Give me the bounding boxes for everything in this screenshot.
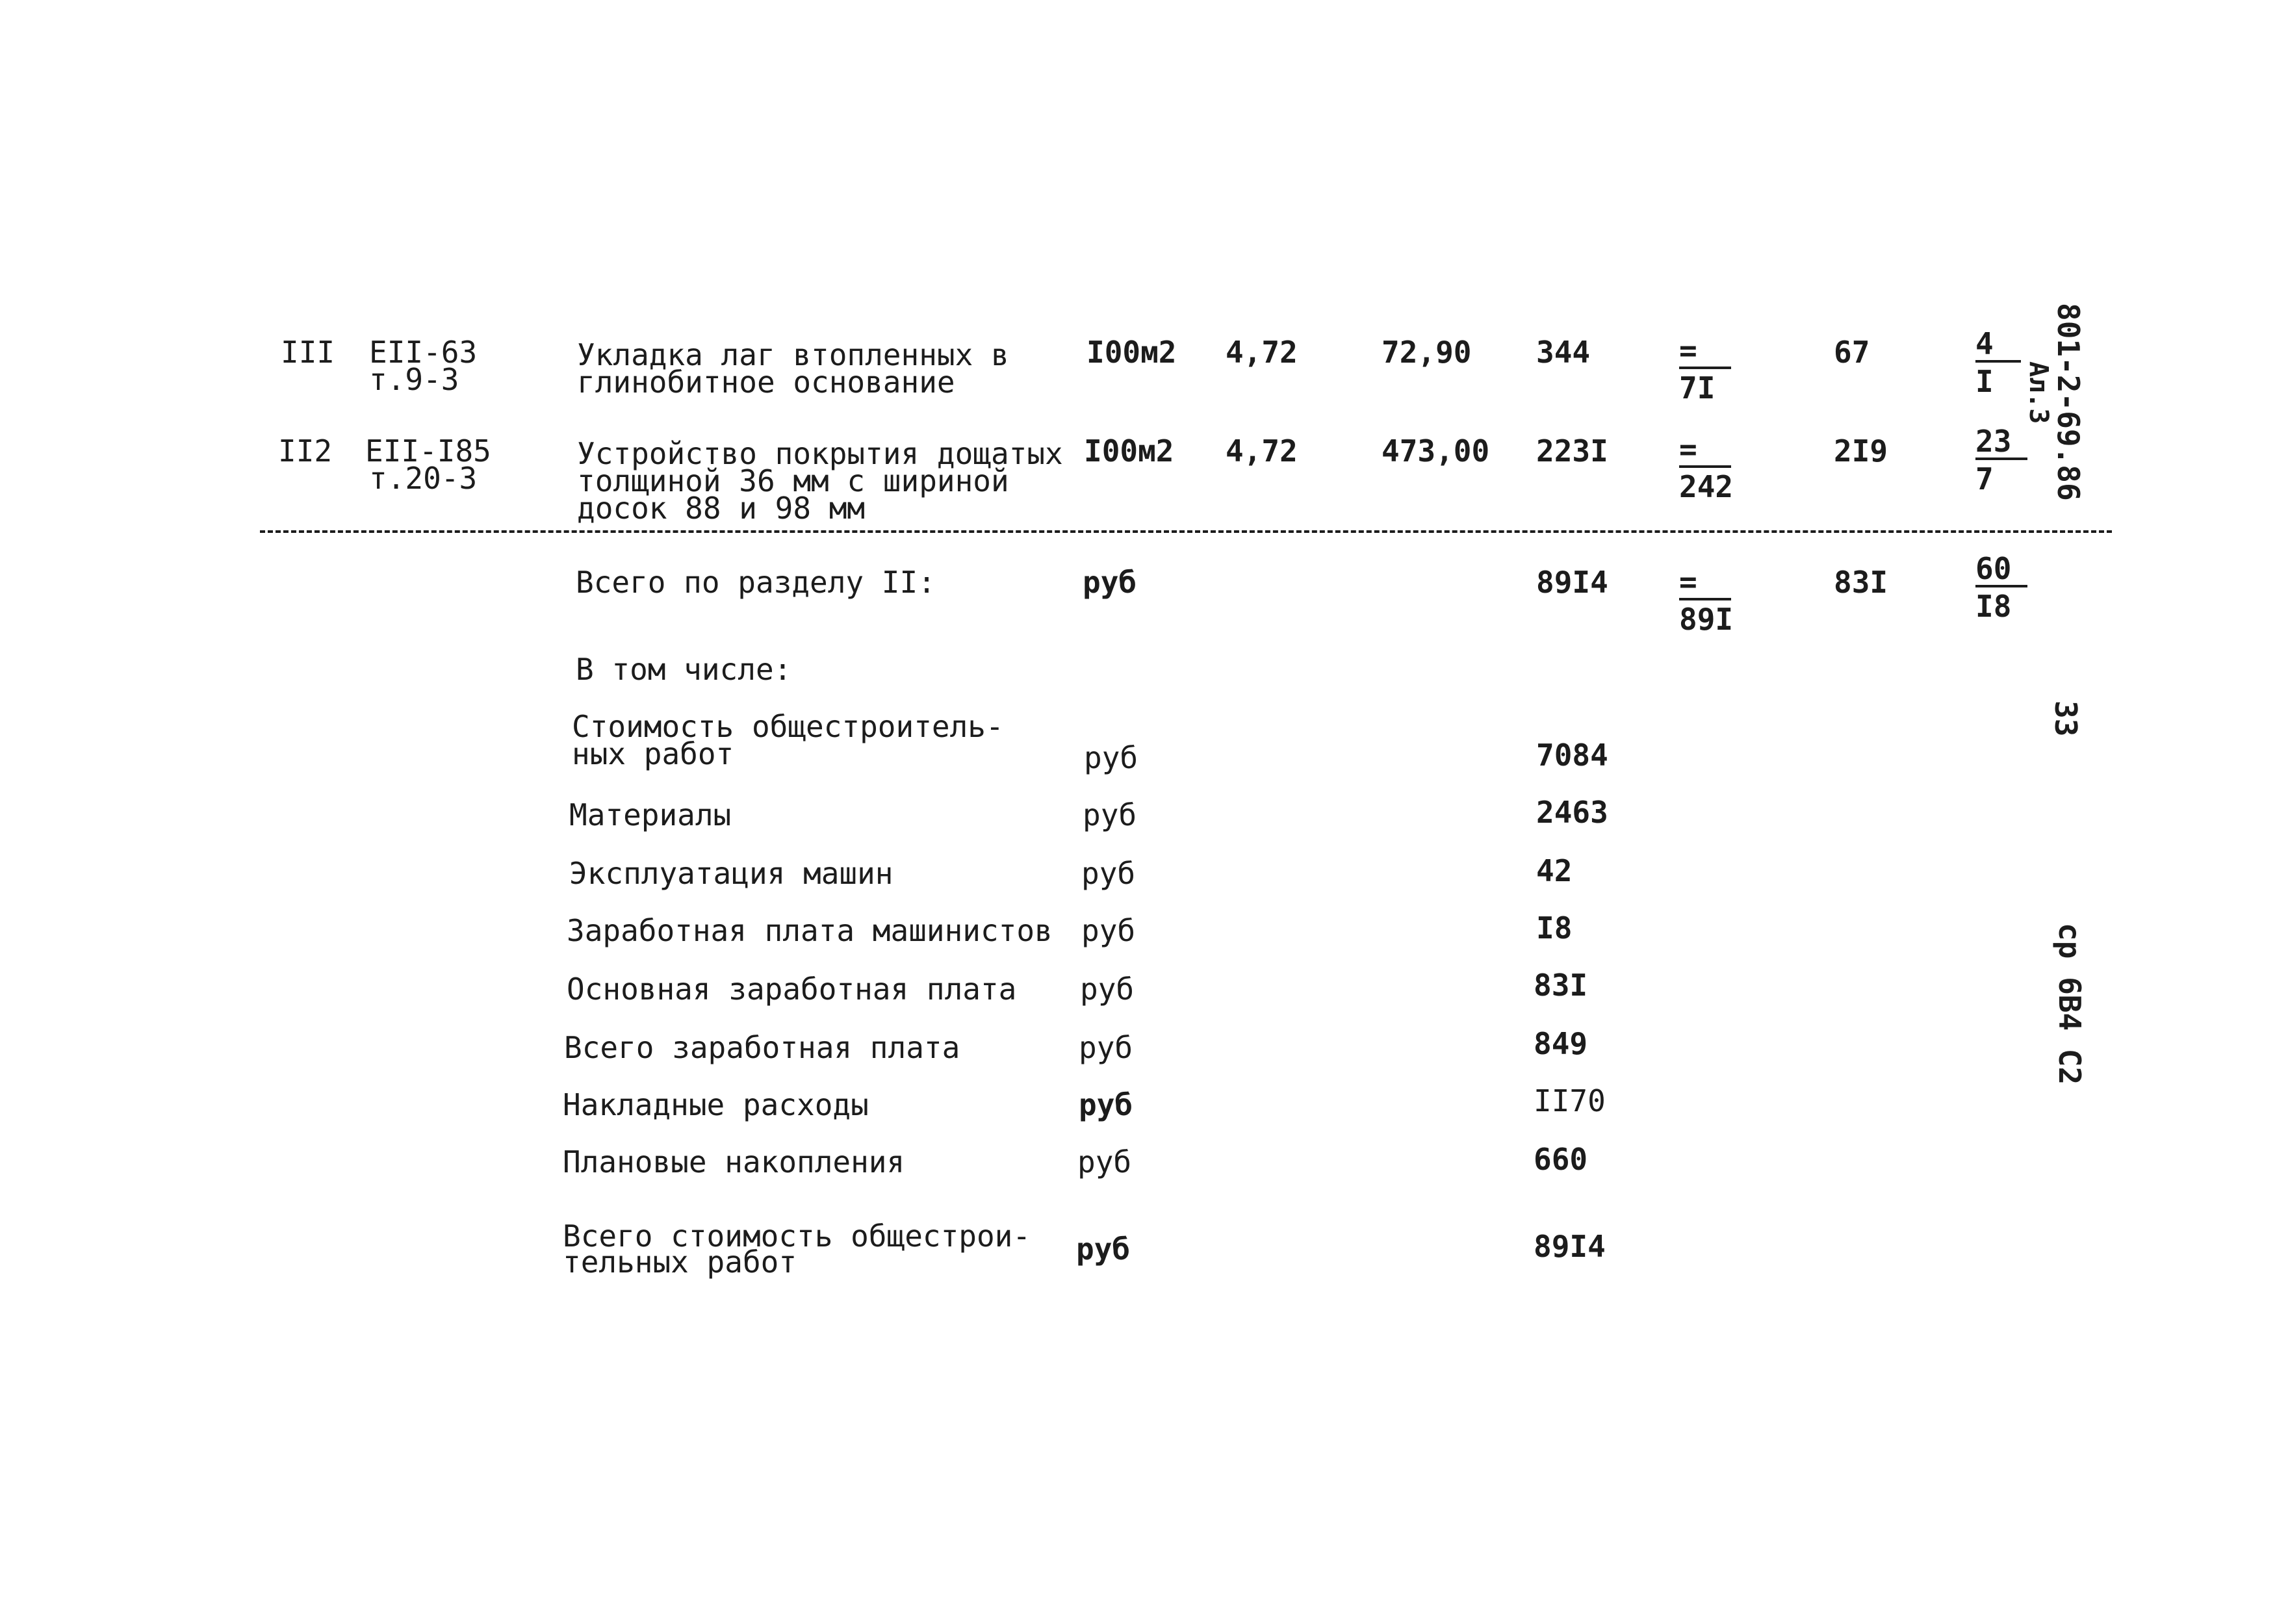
row-2-unit-price: 473,00 (1382, 433, 1490, 469)
breakdown-materials-unit: руб (1083, 797, 1137, 832)
breakdown-total-wages-label: Всего заработная плата (564, 1030, 960, 1065)
section-total-machines-top: = (1679, 567, 1731, 600)
breakdown-operator-wages-value: I8 (1536, 910, 1573, 946)
breakdown-planned-savings-unit: руб (1077, 1144, 1132, 1179)
row-1-unit: I00м2 (1086, 335, 1177, 370)
row-1-number: III (281, 335, 335, 370)
breakdown-planned-savings-value: 660 (1534, 1142, 1588, 1177)
breakdown-overhead-unit: руб (1079, 1087, 1133, 1122)
row-2-table-ref: т.20-3 (369, 461, 478, 496)
section-total-unit: руб (1083, 565, 1137, 600)
row-1-labor-fraction (1975, 326, 2021, 399)
row-2-unit: I00м2 (1084, 433, 1174, 469)
section-total-labor-bottom: I8 (1975, 589, 2012, 624)
row-2-total: 223I (1536, 433, 1608, 469)
breakdown-grand-total-unit: руб (1076, 1231, 1131, 1267)
breakdown-materials-value: 2463 (1536, 795, 1608, 830)
breakdown-overhead-label: Накладные расходы (563, 1087, 869, 1122)
breakdown-total-wages-unit: руб (1079, 1030, 1133, 1065)
row-1-description-line-2: глинобитное основание (577, 365, 955, 400)
breakdown-operator-wages-unit: руб (1081, 913, 1136, 948)
row-2-number: II2 (278, 433, 333, 469)
section-total-value: 89I4 (1536, 565, 1608, 600)
row-1-machines-fraction (1679, 333, 1731, 406)
breakdown-machine-operation-unit: руб (1081, 856, 1136, 891)
row-1-labor-bottom: I (1975, 364, 1994, 399)
row-1-table-ref: т.9-3 (369, 362, 459, 397)
section-total-machines-bottom: 89I (1679, 602, 1734, 637)
row-2-machines-bottom: 242 (1679, 469, 1734, 504)
section-total-wages: 83I (1834, 565, 1888, 600)
breakdown-base-wages-label: Основная заработная плата (567, 972, 1017, 1007)
row-2-labor-fraction (1975, 426, 2027, 494)
breakdown-general-works-label-2: ных работ (572, 736, 734, 771)
row-2-code: EII-I85 (365, 433, 491, 469)
section-total-label: Всего по разделу II: (576, 565, 936, 600)
breakdown-planned-savings-label: Плановые накопления (563, 1144, 905, 1179)
row-1-quantity: 4,72 (1226, 335, 1298, 370)
breakdown-machine-operation-value: 42 (1536, 853, 1573, 888)
breakdown-total-wages-value: 849 (1534, 1026, 1588, 1061)
row-2-machines-fraction (1679, 432, 1734, 504)
breakdown-overhead-value: II70 (1534, 1083, 1606, 1118)
section-total-labor-top: 60 (1975, 554, 2027, 587)
breakdown-grand-total-value: 89I4 (1534, 1229, 1606, 1264)
row-1-machines-bottom: 7I (1679, 370, 1716, 406)
row-1-total: 344 (1536, 335, 1591, 370)
row-1-description-line-1: Укладка лаг втопленных в (577, 337, 1009, 372)
row-2-description-line-1: Устройство покрытия дощатых (577, 436, 1063, 471)
breakdown-machine-operation-label: Эксплуатация машин (569, 856, 893, 891)
section-divider (260, 530, 2112, 533)
archive-stamp: ср 6В4 С2 (2052, 923, 2087, 1085)
document-code: 801-2-69.86 (2051, 303, 2086, 501)
breakdown-general-works-value: 7084 (1536, 738, 1608, 773)
breakdown-grand-total-label-1: Всего стоимость общестрои- (563, 1218, 1031, 1254)
row-2-description-line-3: досок 88 и 98 мм (577, 491, 866, 526)
breakdown-materials-label: Материалы (569, 797, 732, 832)
breakdown-base-wages-value: 83I (1534, 968, 1588, 1003)
row-1-unit-price: 72,90 (1382, 335, 1472, 370)
row-2-labor-top: 23 (1975, 426, 2027, 460)
breakdown-general-works-label-1: Стоимость общестроитель- (572, 709, 1004, 744)
row-1-wages: 67 (1834, 335, 1870, 370)
row-2-wages: 2I9 (1834, 433, 1888, 469)
row-1-code: EII-63 (369, 335, 478, 370)
breakdown-operator-wages-label: Заработная плата машинистов (567, 913, 1053, 948)
including-label: В том числе: (576, 652, 792, 687)
row-2-quantity: 4,72 (1226, 433, 1298, 469)
row-2-description-line-2: толщиной 36 мм с шириной (577, 463, 1009, 498)
breakdown-general-works-unit: руб (1084, 740, 1138, 775)
row-1-labor-top: 4 (1975, 329, 2021, 363)
section-total-machines-fraction (1679, 564, 1734, 637)
breakdown-base-wages-unit: руб (1080, 972, 1135, 1007)
row-2-labor-bottom: 7 (1975, 461, 1994, 496)
album-number: Ал.3 (2024, 361, 2053, 424)
row-1-machines-top: = (1679, 335, 1731, 369)
row-2-machines-top: = (1679, 434, 1731, 468)
page-number: 33 (2048, 701, 2083, 737)
section-total-labor-fraction (1975, 551, 2027, 624)
breakdown-grand-total-label-2: тельных работ (563, 1244, 797, 1280)
